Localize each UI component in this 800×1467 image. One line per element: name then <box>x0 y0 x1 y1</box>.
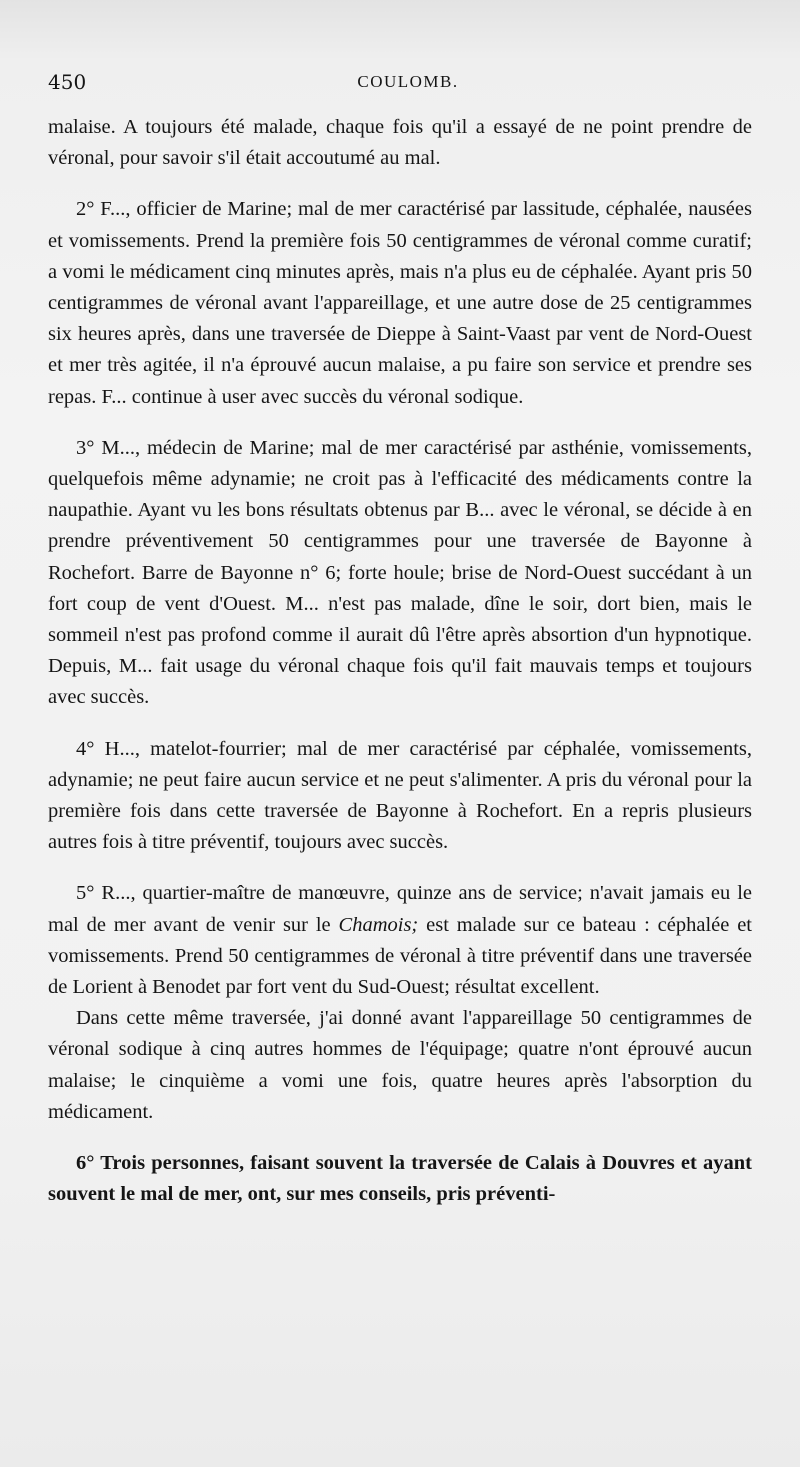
paragraph-case-4: 4° H..., matelot-fourrier; mal de mer caractérisé par céphalée, vomissements, adynamie; ne peut faire aucun service et ne peut s'alimenter. A pris du véronal pour la première fois dans cette traversée de Bayonne à Rochefort. En a repris plusieurs autres fois à titre préventif, toujours avec succès. <box>48 737 752 854</box>
paragraph-case-6: 6° Trois personnes, faisant souvent la traversée de Calais à Douvres et ayant souvent le mal de mer, ont, sur mes conseils, pris préventi- <box>48 1152 752 1206</box>
paragraph-case-2: 2° F..., officier de Marine; mal de mer caractérisé par lassitude, céphalée, nausées et vomissements. Prend la première fois 50 centigrammes de véronal comme curatif; a vomi le médicament cinq minutes après, mais n'a plus eu de céphalée. Ayant pris 50 centigrammes de véronal avant l'appareillage, et une autre dose de 25 centigrammes six heures après, dans une traversée de Dieppe à Saint-Vaast par vent de Nord-Ouest et mer très agitée, il n'a éprouvé aucun malaise, a pu faire son service et prendre ses repas. F... continue à user avec succès du véronal sodique. <box>48 198 752 408</box>
ship-name: Chamois; <box>338 913 419 936</box>
page-header <box>48 70 768 100</box>
page-number: 450 <box>48 70 87 94</box>
paragraph-case-5-end: est malade sur ce bateau : céphalée et vomissements. Prend 50 centigrammes de véronal à titre préventif dans une traversée de Lorient à Benodet par fort vent du Sud-Ouest; résultat excellent. <box>48 913 752 999</box>
paragraph-case-5 <box>48 878 752 1003</box>
paragraph-continuation: malaise. A toujours été malade, chaque fois qu'il a essayé de ne point prendre de véronal, pour savoir s'il était accoutumé au mal. <box>48 116 752 170</box>
body-text <box>48 112 752 1211</box>
running-head: COULOMB. <box>357 72 459 91</box>
paragraph-case-5-start: 5° R..., quartier-maître de manœuvre, quinze ans de service; n'avait jamais eu le mal de mer avant de venir sur le <box>48 882 752 936</box>
paragraph-crew: Dans cette même traversée, j'ai donné avant l'appareillage 50 centigrammes de véronal sodique à cinq autres hommes de l'équipage; quatre n'ont éprouvé aucun malaise; le cinquième a vomi une fois, quatre heures après l'absorption du médicament. <box>48 1007 752 1123</box>
paragraph-case-3: 3° M..., médecin de Marine; mal de mer caractérisé par asthénie, vomissements, quelquefois même adynamie; ne croit pas à l'efficacité des médicaments contre la naupathie. Ayant vu les bons résultats obtenus par B... avec le véronal, se décide à en prendre préventivement 50 centigrammes pour une traversée de Bayonne à Rochefort. Barre de Bayonne n° 6; forte houle; brise de Nord-Ouest succédant à un fort coup de vent d'Ouest. M... n'est pas malade, dîne le soir, dort bien, mais le sommeil n'est pas profond comme il aurait dû l'être après absortion d'un hypnotique. Depuis, M... fait usage du véronal chaque fois qu'il fait mauvais temps et toujours avec succès. <box>48 436 752 709</box>
